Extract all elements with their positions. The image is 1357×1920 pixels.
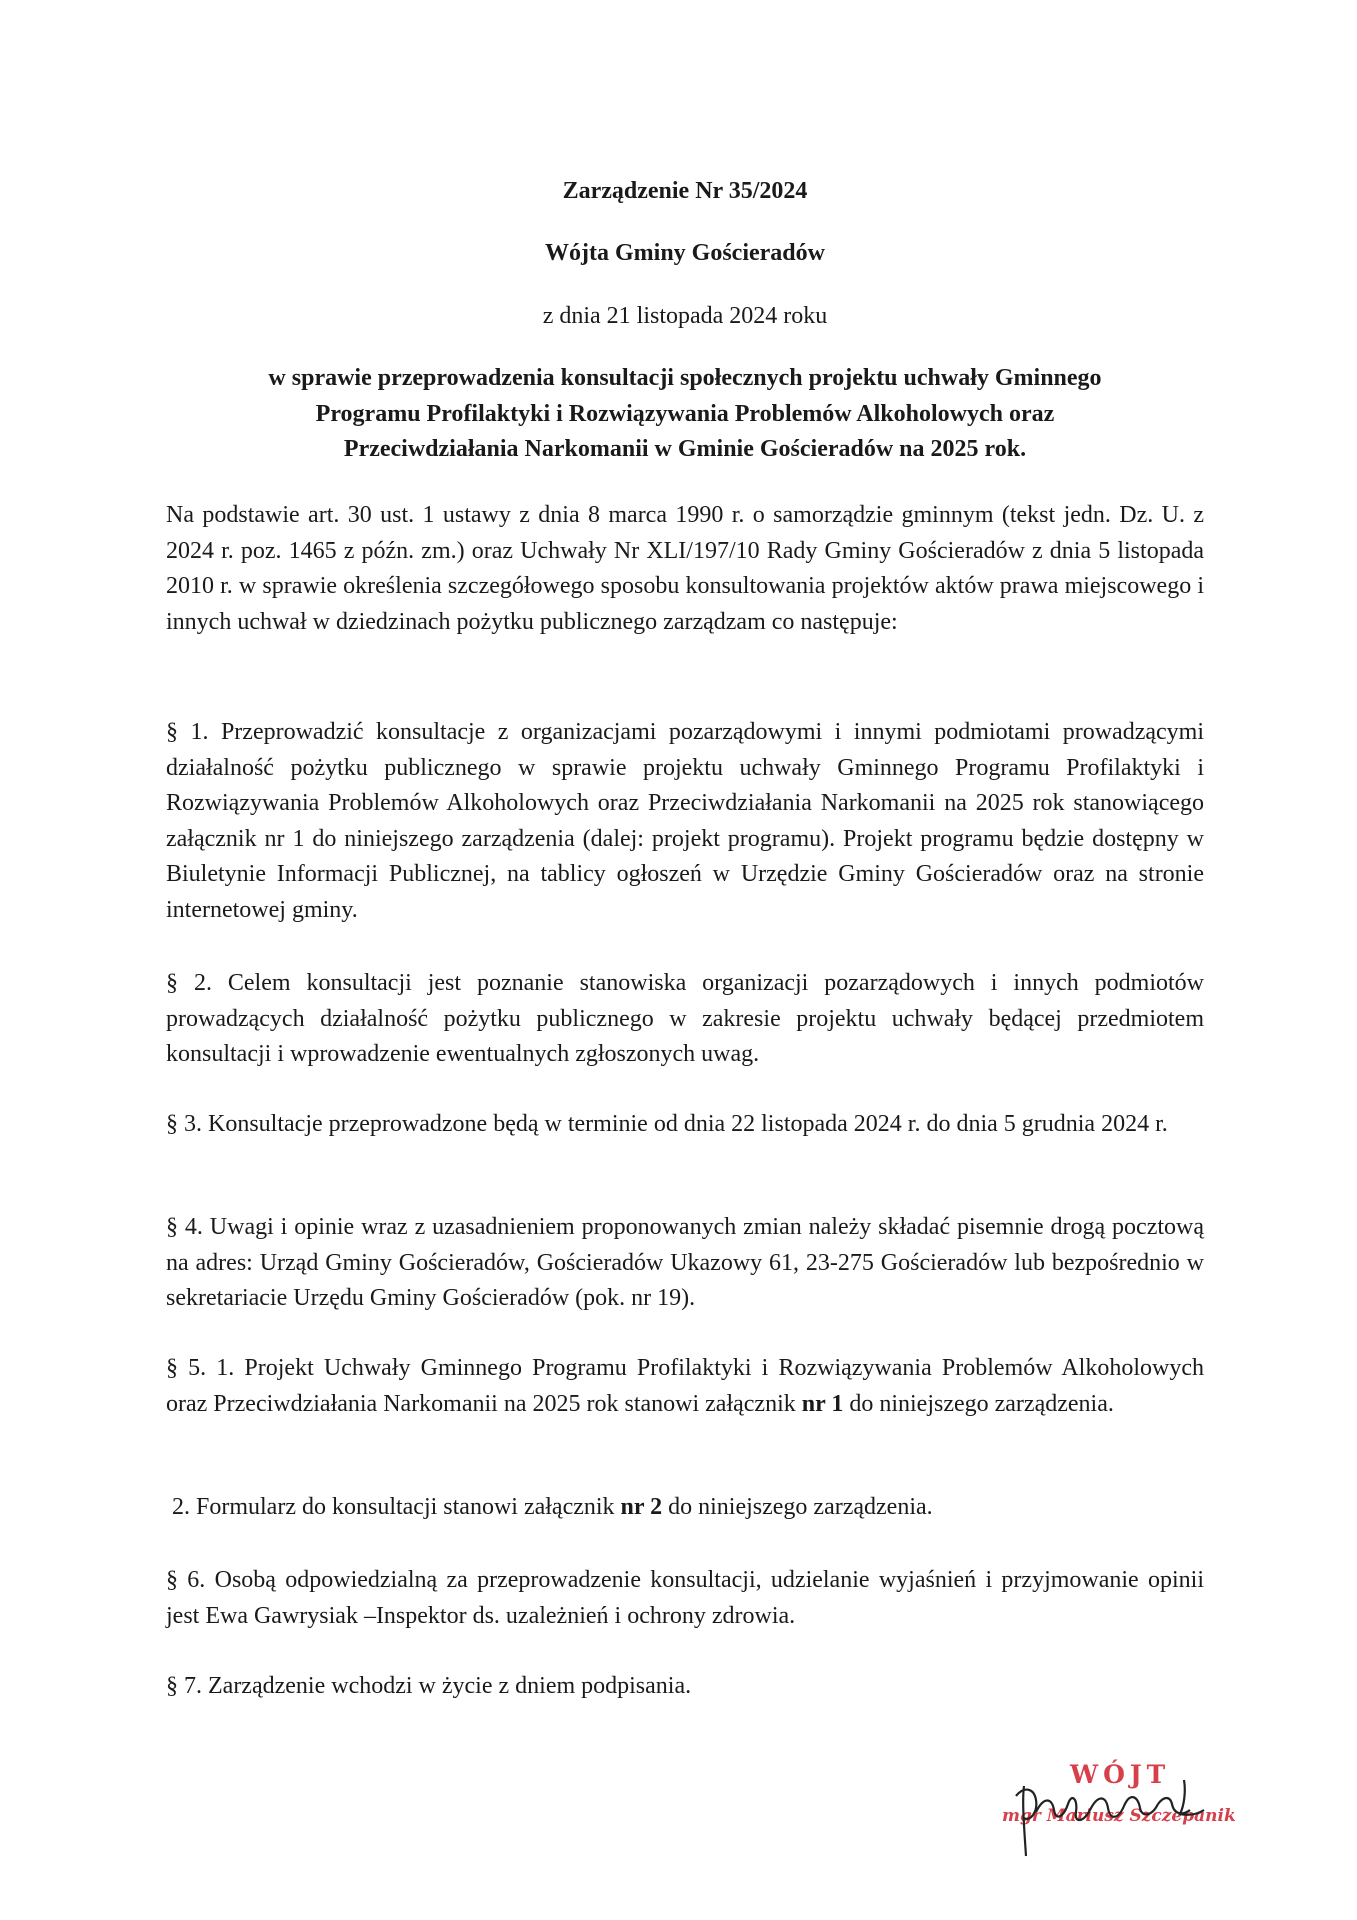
paragraph-3-marker: § 3.: [166, 1111, 202, 1137]
stamp-name: mgr Mariusz Szczepanik: [1002, 1806, 1236, 1826]
paragraph-5-2-text-a: 2. Formularz do konsultacji stanowi załącznik: [172, 1494, 621, 1520]
paragraph-1-marker: § 1.: [166, 719, 209, 745]
paragraph-1-text: Przeprowadzić konsultacje z organizacjami pozarządowymi i innymi podmiotami prowadzącymi działalność pożytku publicznego w sprawie projektu uchwały Gminnego Programu Profilaktyki i Rozwiązywania Problemów Alkoholowych oraz Przeciwdziałania Narkomanii na 2025 rok stanowiącego załącznik nr 1 do niniejszego zarządzenia (dalej: projekt programu). Projekt programu będzie dostępny w Biuletynie Informacji Publicznej, na tablicy ogłoszeń w Urzędzie Gminy Gościeradów oraz na stronie internetowej gminy.: [166, 719, 1205, 923]
paragraph-5-point-2: [172, 1490, 1210, 1526]
paragraph-7-text: Zarządzenie wchodzi w życie z dniem podpisania.: [202, 1673, 692, 1699]
paragraph-5-marker: § 5.: [166, 1355, 207, 1381]
document-subject: [165, 361, 1205, 468]
paragraph-4: [166, 1210, 1204, 1317]
document-title: Zarządzenie Nr 35/2024: [562, 178, 808, 204]
paragraph-3: [166, 1107, 1204, 1143]
paragraph-6: [166, 1563, 1204, 1634]
paragraph-7-marker: § 7.: [166, 1673, 202, 1699]
paragraph-7: [166, 1669, 1204, 1705]
paragraph-5-2-attachment: nr 2: [620, 1494, 663, 1520]
document-author: Wójta Gminy Gościeradów: [545, 240, 825, 266]
subject-line-3: Przeciwdziałania Narkomanii w Gminie Gościeradów na 2025 rok.: [343, 436, 1027, 462]
paragraph-3-text: Konsultacje przeprowadzone będą w terminie od dnia 22 listopada 2024 r. do dnia 5 grudnia 2024 r.: [202, 1111, 1168, 1137]
subject-line-2: Programu Profilaktyki i Rozwiązywania Problemów Alkoholowych oraz: [315, 400, 1055, 427]
official-stamp: [994, 1756, 1236, 1860]
paragraph-5-attachment: nr 1: [801, 1390, 844, 1417]
preamble: Na podstawie art. 30 ust. 1 ustawy z dnia 8 marca 1990 r. o samorządzie gminnym (tekst jedn. Dz. U. z 2024 r. poz. 1465 z późn. zm.) oraz Uchwały Nr XLI/197/10 Rady Gminy Gościeradów z dnia 5 listopada 2010 r. w sprawie określenia szczegółowego sposobu konsultowania projektów aktów prawa miejscowego i innych uchwał w dziedzinach pożytku publicznego zarządzam co następuje:: [166, 502, 1204, 635]
paragraph-2: [166, 966, 1204, 1073]
paragraph-5-text-a: 1. Projekt Uchwały Gminnego Programu Profilaktyki i Rozwiązywania Problemów Alkoholowych oraz Przeciwdziałania Narkomanii na 2025 rok stanowi załącznik: [166, 1355, 1204, 1417]
paragraph-2-text: Celem konsultacji jest poznanie stanowiska organizacji pozarządowych i innych podmiotów prowadzących działalność pożytku publicznego w zakresie projektu uchwały będącej przedmiotem konsultacji i wprowadzenie ewentualnych zgłoszonych uwag.: [166, 970, 1205, 1067]
subject-line-1: w sprawie przeprowadzenia konsultacji społecznych projektu uchwały Gminnego: [268, 365, 1102, 391]
paragraph-5-2-text-b: do niniejszego zarządzenia.: [662, 1494, 933, 1520]
paragraph-6-marker: § 6.: [166, 1567, 206, 1593]
document-date: z dnia 21 listopada 2024 roku: [542, 303, 828, 329]
handwritten-signature-icon: [994, 1756, 1214, 1860]
paragraph-5-text-b: do niniejszego zarządzenia.: [843, 1390, 1114, 1417]
paragraph-1: [166, 715, 1204, 928]
paragraph-6-text: Osobą odpowiedzialną za przeprowadzenie konsultacji, udzielanie wyjaśnień i przyjmowanie opinii jest Ewa Gawrysiak –Inspektor ds. uzależnień i ochrony zdrowia.: [166, 1567, 1205, 1629]
stamp-title: WÓJT: [1070, 1760, 1171, 1789]
paragraph-2-marker: § 2.: [166, 970, 212, 996]
paragraph-4-text: Uwagi i opinie wraz z uzasadnieniem proponowanych zmian należy składać pisemnie drogą pocztową na adres: Urząd Gminy Gościeradów, Gościeradów Ukazowy 61, 23-275 Gościeradów lub bezpośrednio w sekretariacie Urzędu Gminy Gościeradów (pok. nr 19).: [166, 1214, 1205, 1311]
paragraph-4-marker: § 4.: [166, 1214, 203, 1240]
paragraph-5: [166, 1351, 1204, 1422]
